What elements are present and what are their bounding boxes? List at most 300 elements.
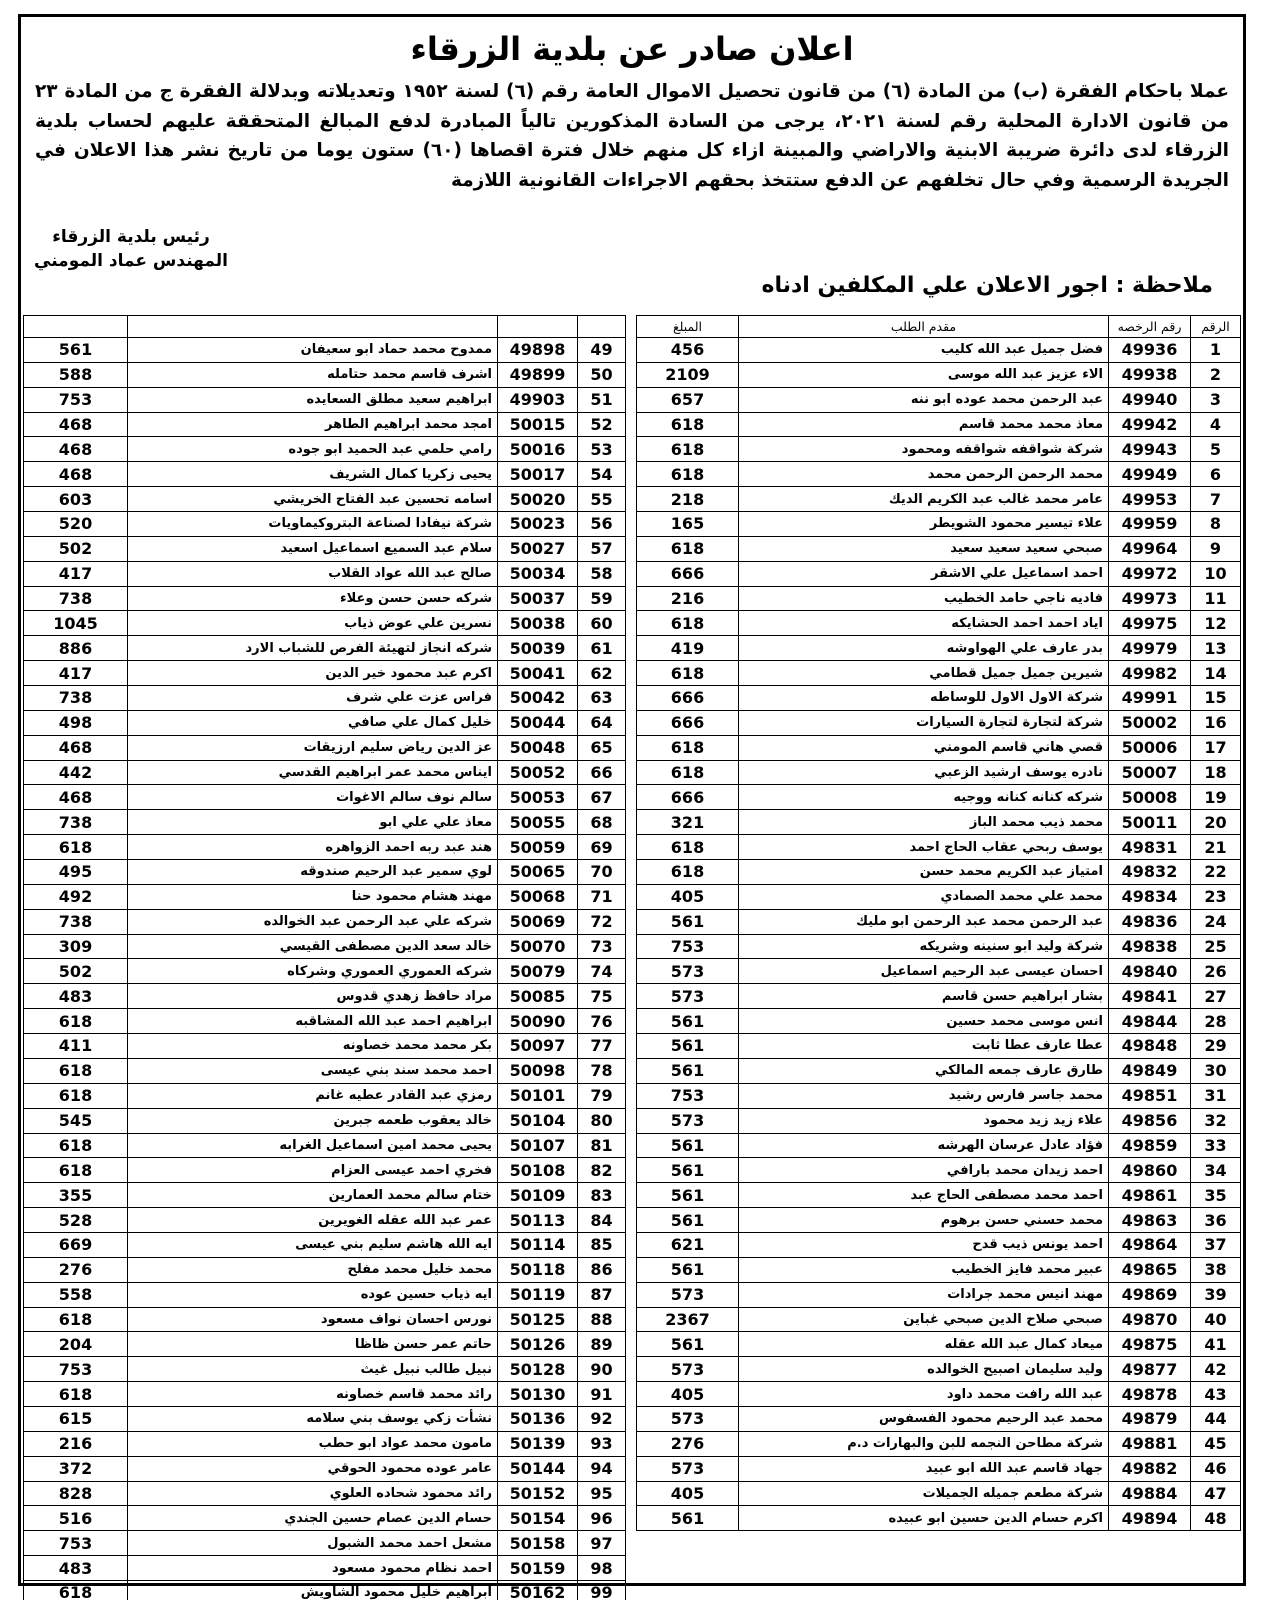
table-row: [637, 909, 1241, 934]
table-row: [24, 412, 626, 437]
table-row: [24, 984, 626, 1009]
applicant-name: شركة مطاحن النجمه للبن والبهارات د.م: [739, 1431, 1109, 1456]
row-number: 22: [1191, 860, 1241, 885]
amount-due: 618: [637, 735, 739, 760]
applicant-name: محمد حسني حسن برهوم: [739, 1208, 1109, 1233]
table-row: [637, 611, 1241, 636]
table-row: [24, 785, 626, 810]
license-number: 49972: [1109, 561, 1191, 586]
applicant-name: مهند هشام محمود حنا: [128, 884, 498, 909]
header-number-blank: [578, 316, 626, 338]
announcement-page: [18, 14, 1246, 1600]
applicant-name: مشعل احمد محمد الشبول: [128, 1531, 498, 1556]
license-number: 50034: [498, 561, 578, 586]
table-row: [24, 1332, 626, 1357]
table-row: [24, 1158, 626, 1183]
amount-due: 738: [24, 810, 128, 835]
table-row: [637, 884, 1241, 909]
applicant-name: خليل كمال علي صافي: [128, 710, 498, 735]
table-row: [637, 1406, 1241, 1431]
amount-due: 417: [24, 661, 128, 686]
row-number: 56: [578, 512, 626, 537]
signature-name: المهندس عماد المومني: [34, 251, 228, 271]
license-number: 50128: [498, 1357, 578, 1382]
row-number: 17: [1191, 735, 1241, 760]
license-number: 49875: [1109, 1332, 1191, 1357]
row-number: 66: [578, 760, 626, 785]
amount-due: 442: [24, 760, 128, 785]
amount-due: 405: [637, 1382, 739, 1407]
amount-due: 738: [24, 586, 128, 611]
row-number: 42: [1191, 1357, 1241, 1382]
amount-due: 561: [637, 1158, 739, 1183]
amount-due: 411: [24, 1034, 128, 1059]
table-row: [637, 934, 1241, 959]
amount-due: 502: [24, 536, 128, 561]
applicant-name: رائد محمد قاسم خصاونه: [128, 1382, 498, 1407]
row-number: 21: [1191, 835, 1241, 860]
amount-due: 2367: [637, 1307, 739, 1332]
license-number: 50085: [498, 984, 578, 1009]
row-number: 2: [1191, 362, 1241, 387]
table-row: [24, 959, 626, 984]
amount-due: 618: [24, 1133, 128, 1158]
amount-due: 573: [637, 959, 739, 984]
amount-due: 405: [637, 1481, 739, 1506]
table-row: [637, 835, 1241, 860]
applicant-name: شركه علي عبد الرحمن عبد الخوالده: [128, 909, 498, 934]
row-number: 79: [578, 1083, 626, 1108]
license-number: 50119: [498, 1282, 578, 1307]
amount-due: 573: [637, 1456, 739, 1481]
table-row: [24, 710, 626, 735]
license-number: 49940: [1109, 387, 1191, 412]
amount-due: 483: [24, 984, 128, 1009]
applicant-name: خالد سعد الدين مصطفى القيسي: [128, 934, 498, 959]
table-row: [24, 437, 626, 462]
table-row: [637, 586, 1241, 611]
applicant-name: يوسف ربحي عقاب الحاج احمد: [739, 835, 1109, 860]
applicant-name: شركة مطعم جميله الجميلات: [739, 1481, 1109, 1506]
license-number: 49844: [1109, 1009, 1191, 1034]
table-row: [24, 362, 626, 387]
amount-due: 618: [24, 1382, 128, 1407]
amount-due: 615: [24, 1406, 128, 1431]
license-number: 50144: [498, 1456, 578, 1481]
row-number: 20: [1191, 810, 1241, 835]
amount-due: 516: [24, 1506, 128, 1531]
row-number: 84: [578, 1208, 626, 1233]
applicant-name: بدر عارف علي الهواوشه: [739, 636, 1109, 661]
applicant-name: فاديه ناجي حامد الخطيب: [739, 586, 1109, 611]
table-row: [24, 909, 626, 934]
amount-due: 666: [637, 785, 739, 810]
table-row: [637, 1108, 1241, 1133]
license-number: 50042: [498, 686, 578, 711]
amount-due: 753: [637, 934, 739, 959]
row-number: 4: [1191, 412, 1241, 437]
license-number: 50041: [498, 661, 578, 686]
row-number: 18: [1191, 760, 1241, 785]
applicant-name: علاء تيسير محمود الشويطر: [739, 512, 1109, 537]
row-number: 95: [578, 1481, 626, 1506]
table-row: [637, 760, 1241, 785]
applicant-name: شركة شواقفه شواقفه ومحمود: [739, 437, 1109, 462]
amount-due: 753: [637, 1083, 739, 1108]
row-number: 45: [1191, 1431, 1241, 1456]
amount-due: 561: [637, 1009, 739, 1034]
amount-due: 520: [24, 512, 128, 537]
amount-due: 165: [637, 512, 739, 537]
amount-due: 309: [24, 934, 128, 959]
amount-due: 753: [24, 1531, 128, 1556]
table-row: [637, 1456, 1241, 1481]
applicant-name: محمد علي محمد الصمادي: [739, 884, 1109, 909]
row-number: 76: [578, 1009, 626, 1034]
amount-due: 561: [637, 1332, 739, 1357]
row-number: 54: [578, 462, 626, 487]
row-number: 78: [578, 1058, 626, 1083]
license-number: 50037: [498, 586, 578, 611]
amount-due: 321: [637, 810, 739, 835]
amount-due: 573: [637, 1406, 739, 1431]
amount-due: 405: [637, 884, 739, 909]
row-number: 62: [578, 661, 626, 686]
row-number: 25: [1191, 934, 1241, 959]
applicant-name: نورس احسان نواف مسعود: [128, 1307, 498, 1332]
row-number: 70: [578, 860, 626, 885]
license-number: 49836: [1109, 909, 1191, 934]
applicant-name: احمد اسماعيل علي الاشقر: [739, 561, 1109, 586]
row-number: 96: [578, 1506, 626, 1531]
header-number: الرقم: [1191, 316, 1241, 338]
amount-due: 618: [637, 661, 739, 686]
table-row: [24, 1406, 626, 1431]
license-number: 50006: [1109, 735, 1191, 760]
applicant-name: عز الدين رياض سليم ارزيقات: [128, 735, 498, 760]
license-number: 49979: [1109, 636, 1191, 661]
row-number: 44: [1191, 1406, 1241, 1431]
row-number: 26: [1191, 959, 1241, 984]
applicant-name: احمد محمد مصطفى الحاج عبد: [739, 1183, 1109, 1208]
row-number: 73: [578, 934, 626, 959]
applicant-name: سالم نوف سالم الاغوات: [128, 785, 498, 810]
amount-due: 561: [637, 909, 739, 934]
row-number: 65: [578, 735, 626, 760]
table-row: [637, 636, 1241, 661]
applicant-name: احمد زيدان محمد بارافي: [739, 1158, 1109, 1183]
table-row: [24, 1009, 626, 1034]
fees-note: ملاحظة : اجور الاعلان علي المكلفين ادناه: [761, 273, 1213, 298]
announcement-body: عملا باحكام الفقرة (ب) من المادة (٦) من قانون تحصيل الاموال العامة رقم (٦) لسنة ١٩٥٢ وتعديلاته وبدلالة الفقرة ج من المادة ٢٣ من قانون الادارة المحلية رقم لسنة ٢٠٢١، يرجى من السادة المذكورين تالياً المبادرة لدفع المبالغ المتحققة عليهم لحساب بلدية الزرقاء لدى دائرة ضريبة الابنية والاراضي والمبينة ازاء كل منهم خلال فترة اقصاها (٦٠) ستون يوما من تاريخ نشر هذا الاعلان في الجريدة الرسمية وفي حال تخلفهم عن الدفع ستتخذ بحقهم الاجراءات القانونية اللازمة: [35, 81, 1229, 191]
row-number: 50: [578, 362, 626, 387]
amount-due: 738: [24, 686, 128, 711]
table-row: [24, 735, 626, 760]
row-number: 80: [578, 1108, 626, 1133]
license-number: 50020: [498, 487, 578, 512]
amount-due: 618: [24, 1083, 128, 1108]
table-row: [637, 1133, 1241, 1158]
applicant-name: محمد ذيب محمد الباز: [739, 810, 1109, 835]
license-number: 50017: [498, 462, 578, 487]
license-number: 49982: [1109, 661, 1191, 686]
applicant-name: هند عبد ربه احمد الزواهره: [128, 835, 498, 860]
amount-due: 588: [24, 362, 128, 387]
license-number: 49881: [1109, 1431, 1191, 1456]
amount-due: 753: [24, 1357, 128, 1382]
applicant-name: شيرين جميل جميل قطامي: [739, 661, 1109, 686]
license-number: 50108: [498, 1158, 578, 1183]
applicant-name: عبد الله رافت محمد داود: [739, 1382, 1109, 1407]
amount-due: 561: [637, 1058, 739, 1083]
table-row: [24, 1456, 626, 1481]
amount-due: 618: [637, 462, 739, 487]
license-number: 50098: [498, 1058, 578, 1083]
license-number: 49834: [1109, 884, 1191, 909]
amount-due: 561: [637, 1183, 739, 1208]
row-number: 81: [578, 1133, 626, 1158]
row-number: 32: [1191, 1108, 1241, 1133]
applicant-name: عمر عبد الله عقله الغويرين: [128, 1208, 498, 1233]
row-number: 47: [1191, 1481, 1241, 1506]
applicant-name: يحيى زكريا كمال الشريف: [128, 462, 498, 487]
applicant-name: مهند انيس محمد جرادات: [739, 1282, 1109, 1307]
applicant-name: بشار ابراهيم حسن قاسم: [739, 984, 1109, 1009]
license-number: 49865: [1109, 1257, 1191, 1282]
applicant-name: احمد يونس ذيب قدح: [739, 1232, 1109, 1257]
applicant-name: مراد حافظ زهدي قدوس: [128, 984, 498, 1009]
table-row: [637, 1058, 1241, 1083]
license-number: 50052: [498, 760, 578, 785]
table-row: [24, 611, 626, 636]
applicant-name: اشرف قاسم محمد حتامله: [128, 362, 498, 387]
license-number: 50023: [498, 512, 578, 537]
table-row: [637, 984, 1241, 1009]
row-number: 58: [578, 561, 626, 586]
table-row: [24, 1257, 626, 1282]
signature-title: رئيس بلدية الزرقاء: [52, 227, 210, 247]
row-number: 8: [1191, 512, 1241, 537]
announcement-title: اعلان صادر عن بلدية الزرقاء: [410, 30, 854, 68]
license-number: 49856: [1109, 1108, 1191, 1133]
applicant-name: خالد يعقوب طعمه جبرين: [128, 1108, 498, 1133]
amount-due: 618: [24, 1158, 128, 1183]
row-number: 82: [578, 1158, 626, 1183]
license-number: 49964: [1109, 536, 1191, 561]
license-number: 49860: [1109, 1158, 1191, 1183]
license-number: 50079: [498, 959, 578, 984]
applicant-name: صبحي صلاح الدين صبحي غباين: [739, 1307, 1109, 1332]
row-number: 16: [1191, 710, 1241, 735]
table-row: [24, 1108, 626, 1133]
applicant-name: محمد الرحمن الرحمن محمد: [739, 462, 1109, 487]
amount-due: 561: [637, 1133, 739, 1158]
license-number: 49848: [1109, 1034, 1191, 1059]
license-number: 50065: [498, 860, 578, 885]
table-row: [637, 412, 1241, 437]
table-row: [24, 1481, 626, 1506]
license-number: 49878: [1109, 1382, 1191, 1407]
license-number: 50008: [1109, 785, 1191, 810]
license-number: 49903: [498, 387, 578, 412]
license-number: 50101: [498, 1083, 578, 1108]
row-number: 7: [1191, 487, 1241, 512]
header-license: رقم الرخصه: [1109, 316, 1191, 338]
row-number: 91: [578, 1382, 626, 1407]
license-number: 49849: [1109, 1058, 1191, 1083]
license-number: 49975: [1109, 611, 1191, 636]
table-row: [637, 959, 1241, 984]
amount-due: 666: [637, 686, 739, 711]
applicant-name: مامون محمد عواد ابو حطب: [128, 1431, 498, 1456]
row-number: 10: [1191, 561, 1241, 586]
table-row: [637, 437, 1241, 462]
row-number: 41: [1191, 1332, 1241, 1357]
applicant-name: نشأت زكي يوسف بني سلامه: [128, 1406, 498, 1431]
taxpayers-table-left: [23, 315, 626, 1600]
applicant-name: شركة نيفادا لصناعة البتروكيماويات: [128, 512, 498, 537]
table-row: [24, 561, 626, 586]
license-number: 50039: [498, 636, 578, 661]
table-row: [637, 536, 1241, 561]
applicant-name: ابراهيم احمد عبد الله المشاقبه: [128, 1009, 498, 1034]
row-number: 75: [578, 984, 626, 1009]
license-number: 49838: [1109, 934, 1191, 959]
amount-due: 204: [24, 1332, 128, 1357]
amount-due: 276: [24, 1257, 128, 1282]
amount-due: 1045: [24, 611, 128, 636]
table-row: [24, 1580, 626, 1600]
table-row: [24, 1556, 626, 1581]
row-number: 92: [578, 1406, 626, 1431]
table-header-row: [24, 316, 626, 338]
license-number: 50053: [498, 785, 578, 810]
row-number: 15: [1191, 686, 1241, 711]
table-row: [24, 1382, 626, 1407]
amount-due: 492: [24, 884, 128, 909]
applicant-name: امتياز عبد الكريم محمد حسن: [739, 860, 1109, 885]
table-row: [637, 1282, 1241, 1307]
license-number: 50007: [1109, 760, 1191, 785]
table-row: [637, 362, 1241, 387]
row-number: 89: [578, 1332, 626, 1357]
table-row: [24, 1232, 626, 1257]
table-row: [24, 934, 626, 959]
license-number: 50118: [498, 1257, 578, 1282]
table-header-row: [637, 316, 1241, 338]
row-number: 55: [578, 487, 626, 512]
row-number: 93: [578, 1431, 626, 1456]
row-number: 86: [578, 1257, 626, 1282]
amount-due: 372: [24, 1456, 128, 1481]
table-row: [24, 462, 626, 487]
license-number: 49943: [1109, 437, 1191, 462]
row-number: 27: [1191, 984, 1241, 1009]
table-row: [24, 1133, 626, 1158]
row-number: 28: [1191, 1009, 1241, 1034]
table-row: [24, 387, 626, 412]
license-number: 49877: [1109, 1357, 1191, 1382]
row-number: 29: [1191, 1034, 1241, 1059]
table-row: [24, 1506, 626, 1531]
applicant-name: يحيى محمد امين اسماعيل الغرابه: [128, 1133, 498, 1158]
table-row: [637, 1009, 1241, 1034]
table-row: [637, 1481, 1241, 1506]
amount-due: 218: [637, 487, 739, 512]
amount-due: 618: [637, 760, 739, 785]
applicant-name: انس موسى محمد حسين: [739, 1009, 1109, 1034]
table-row: [24, 860, 626, 885]
table-row: [24, 686, 626, 711]
license-number: 49899: [498, 362, 578, 387]
applicant-name: شركة الاول الاول للوساطه: [739, 686, 1109, 711]
amount-due: 886: [24, 636, 128, 661]
amount-due: 618: [637, 835, 739, 860]
table-row: [637, 1332, 1241, 1357]
amount-due: 618: [637, 536, 739, 561]
row-number: 51: [578, 387, 626, 412]
amount-due: 669: [24, 1232, 128, 1257]
row-number: 71: [578, 884, 626, 909]
license-number: 49869: [1109, 1282, 1191, 1307]
license-number: 49898: [498, 338, 578, 363]
row-number: 11: [1191, 586, 1241, 611]
amount-due: 561: [24, 338, 128, 363]
applicant-name: محمد خليل محمد مفلح: [128, 1257, 498, 1282]
license-number: 50027: [498, 536, 578, 561]
header-applicant-blank: [128, 316, 498, 338]
applicant-name: صبحي سعيد سعيد سعيد: [739, 536, 1109, 561]
row-number: 94: [578, 1456, 626, 1481]
table-row: [637, 735, 1241, 760]
row-number: 99: [578, 1580, 626, 1600]
amount-due: 528: [24, 1208, 128, 1233]
amount-due: 468: [24, 437, 128, 462]
row-number: 53: [578, 437, 626, 462]
amount-due: 558: [24, 1282, 128, 1307]
row-number: 23: [1191, 884, 1241, 909]
row-number: 63: [578, 686, 626, 711]
applicant-name: عبير محمد فايز الخطيب: [739, 1257, 1109, 1282]
amount-due: 618: [24, 835, 128, 860]
row-number: 68: [578, 810, 626, 835]
header-amount-blank: [24, 316, 128, 338]
license-number: 50015: [498, 412, 578, 437]
license-number: 49884: [1109, 1481, 1191, 1506]
license-number: 50125: [498, 1307, 578, 1332]
applicant-name: اياد احمد احمد الحشايكه: [739, 611, 1109, 636]
table-row: [637, 487, 1241, 512]
applicant-name: شركه العموري العموري وشركاه: [128, 959, 498, 984]
license-number: 50038: [498, 611, 578, 636]
table-row: [637, 338, 1241, 363]
table-row: [24, 884, 626, 909]
applicant-name: عطا عارف عطا ثابت: [739, 1034, 1109, 1059]
table-row: [637, 686, 1241, 711]
row-number: 48: [1191, 1506, 1241, 1531]
table-row: [637, 1382, 1241, 1407]
license-number: 50114: [498, 1232, 578, 1257]
applicant-name: بكر محمد محمد خصاونه: [128, 1034, 498, 1059]
taxpayers-table-right: [636, 315, 1241, 1531]
signature-block: [31, 225, 231, 273]
license-number: 50152: [498, 1481, 578, 1506]
license-number: 49864: [1109, 1232, 1191, 1257]
applicant-name: فخري احمد عيسى العزام: [128, 1158, 498, 1183]
applicant-name: عبد الرحمن محمد عوده ابو ننه: [739, 387, 1109, 412]
license-number: 49841: [1109, 984, 1191, 1009]
amount-due: 2109: [637, 362, 739, 387]
